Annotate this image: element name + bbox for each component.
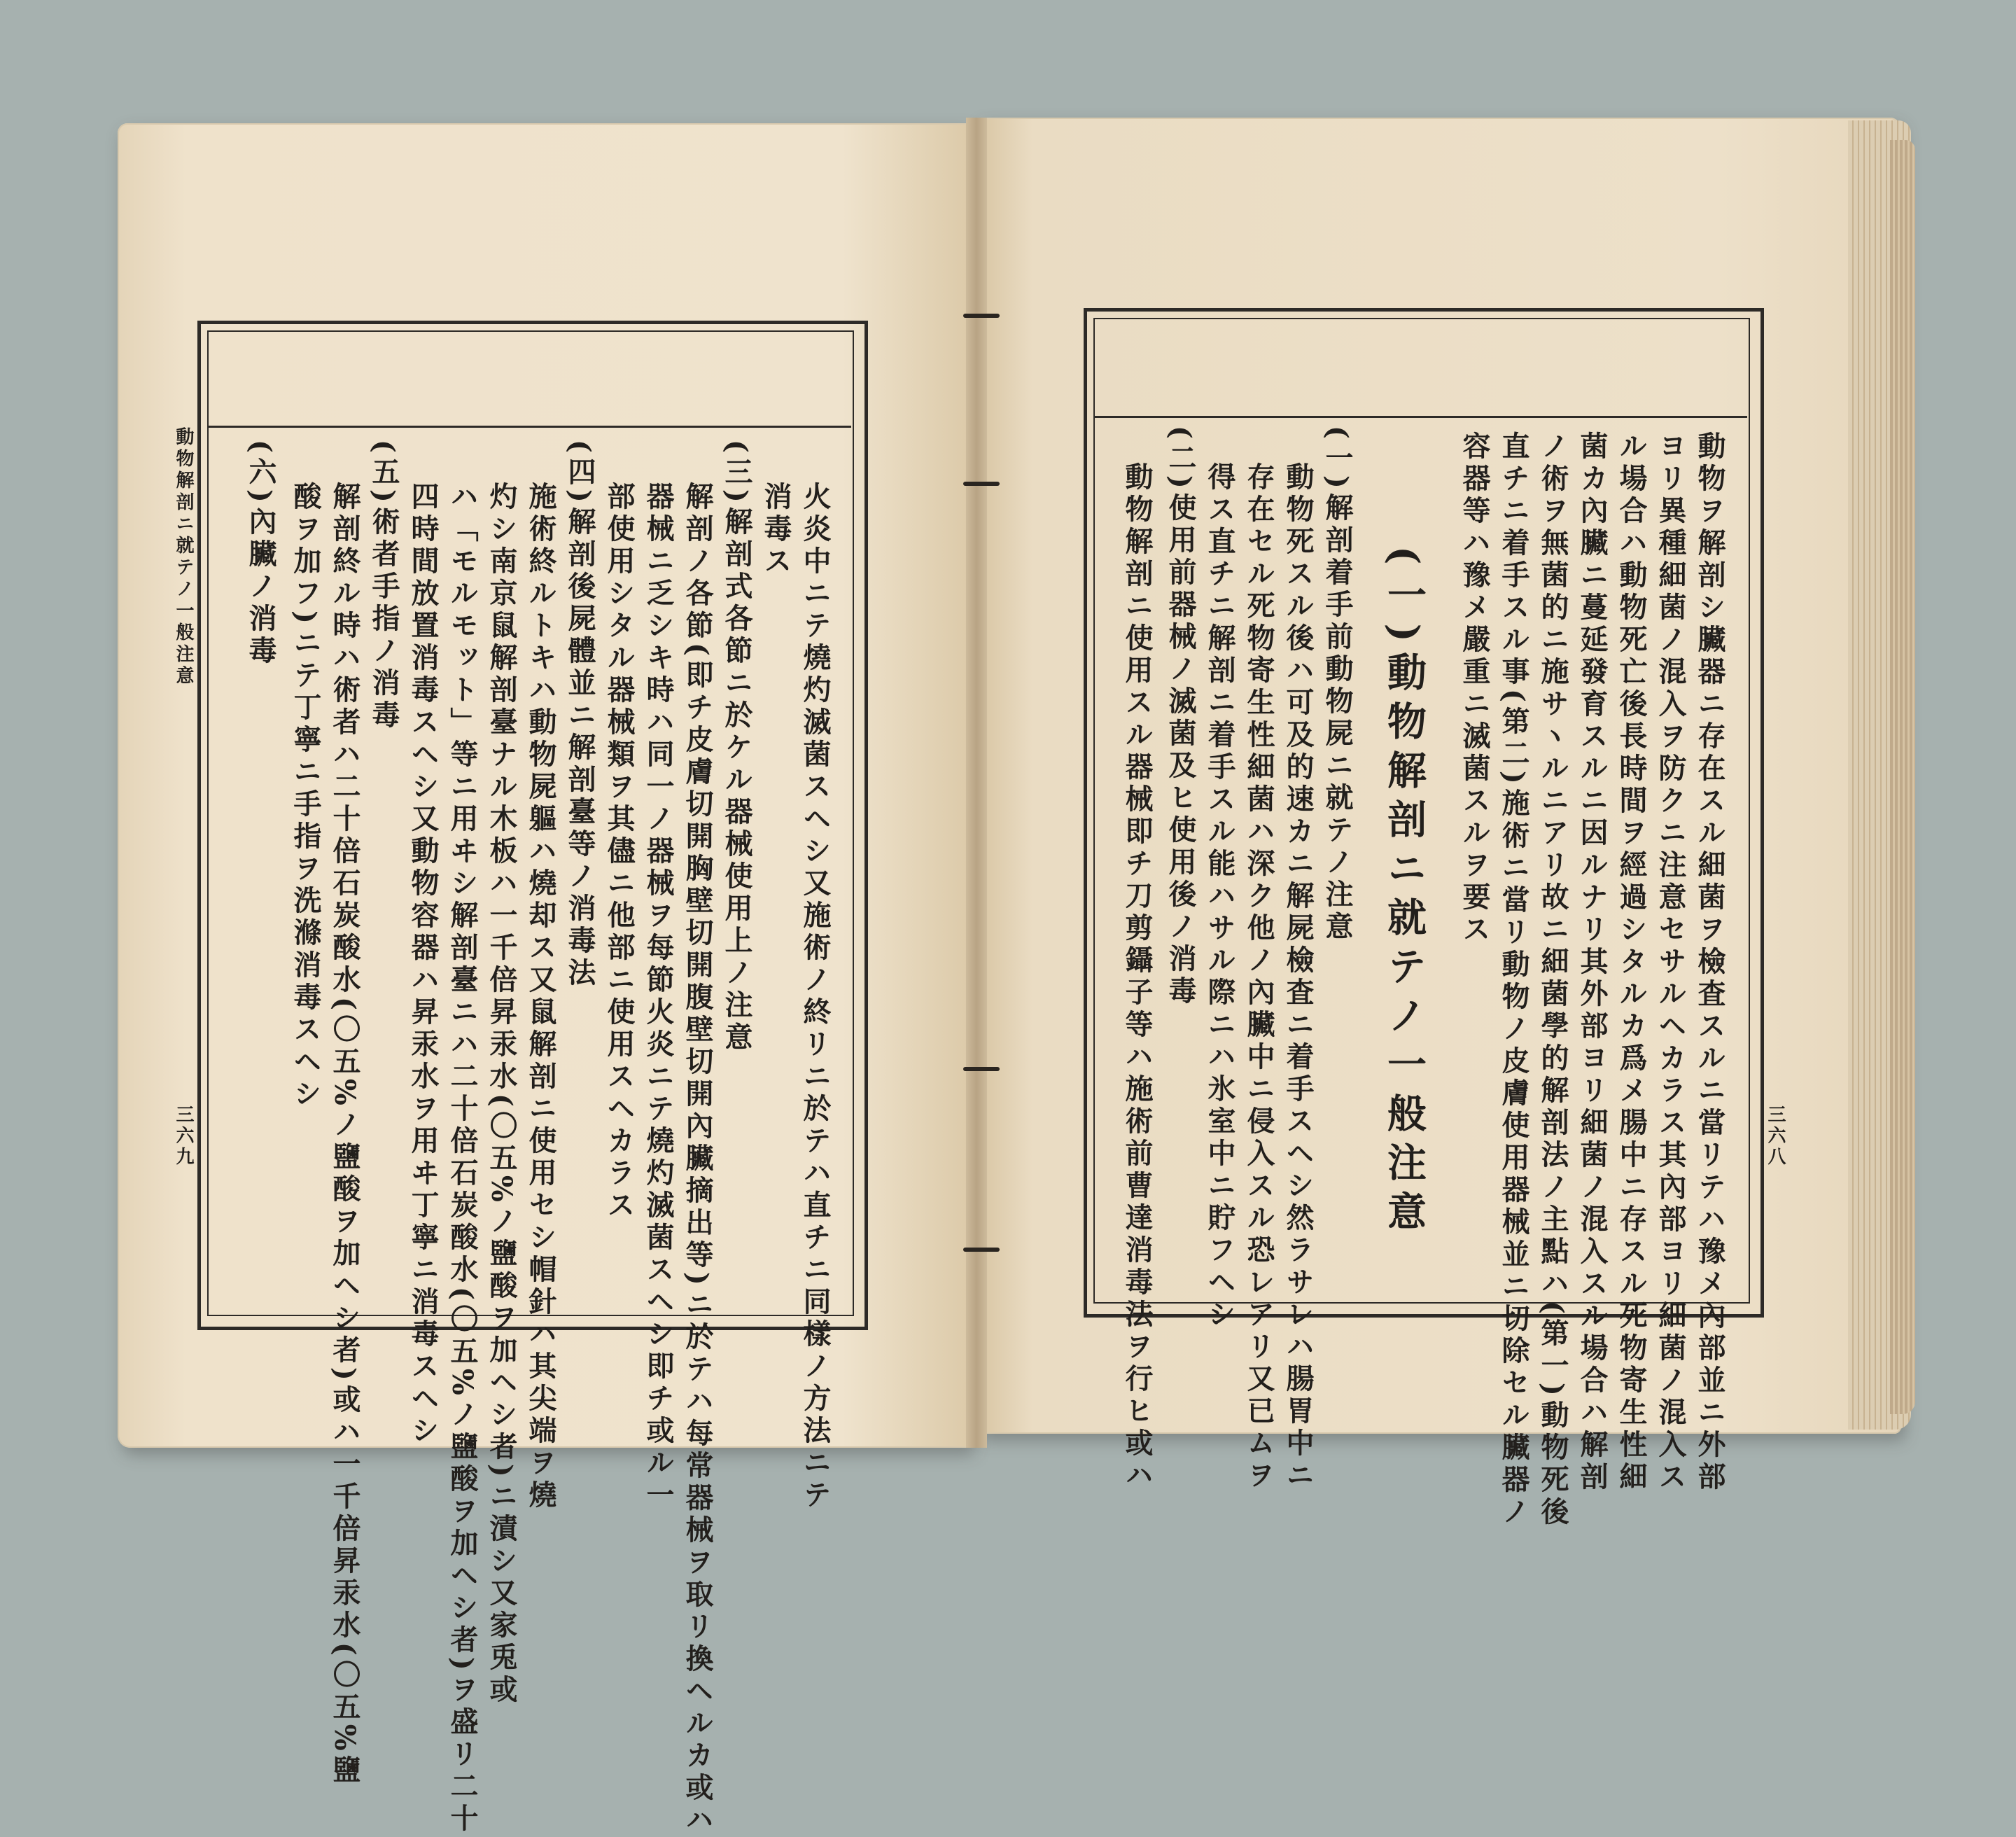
page-edges-shadow bbox=[1890, 140, 1915, 1414]
section-heading: (一)動物解剖ニ就テノ一般注意 bbox=[1381, 546, 1427, 1240]
right-header-rule bbox=[1093, 416, 1747, 418]
right-column-5: ノ術ヲ無菌的ニ施サヽルニアリ故ニ細菌學的解剖法ノ主點ハ(第一)動物死後 bbox=[1536, 431, 1569, 1529]
left-column-1: 火炎中ニテ燒灼滅菌スヘシ又施術ノ終リニ於テハ直チニ同樣ノ方法ニテ bbox=[799, 482, 832, 1512]
right-folio: 三六八 bbox=[1765, 1105, 1786, 1168]
left-column-14: 酸ヲ加フ)ニテ丁寧ニ手指ヲ洗滌消毒スヘシ bbox=[289, 482, 322, 1111]
right-column-8: (一)解剖着手前動物屍ニ就テノ注意 bbox=[1321, 426, 1354, 944]
left-column-9: 灼シ南京鼠解剖臺ナル木板ハ一千倍昇汞水(〇五%ノ鹽酸ヲ加ヘシ者)ニ漬シ又家兎或 bbox=[485, 482, 518, 1707]
right-column-1: 動物ヲ解剖シ臟器ニ存在スル細菌ヲ檢査スルニ當リテハ豫メ內部並ニ外部 bbox=[1693, 431, 1726, 1494]
left-column-3: (三)解剖式各節ニ於ケル器械使用上ノ注意 bbox=[720, 440, 753, 1054]
left-running-head: 動物解剖ニ就テノ一般注意 bbox=[173, 427, 194, 687]
left-folio: 三六九 bbox=[173, 1105, 194, 1168]
left-column-10: ハ「モルモット」等ニ用ヰシ解剖臺ニハ二十倍石炭酸水(〇五%ノ鹽酸ヲ加ヘシ者)ヲ盛リ二十 bbox=[446, 482, 479, 1836]
right-column-11: 得ス直チニ解剖ニ着手スル能ハサル際ニハ氷室中ニ貯フヘシ bbox=[1203, 462, 1236, 1332]
left-column-2: 消毒ス bbox=[760, 482, 792, 578]
right-column-6: 直チニ着手スル事(第二)施術ニ當リ動物ノ皮膚使用器械並ニ切除セル臟器ノ bbox=[1497, 431, 1530, 1529]
binding-stitch bbox=[963, 482, 1000, 486]
left-column-8: 施術終ルトキハ動物屍軀ハ燒却ス又鼠解剖ニ使用セシ帽針ハ其尖端ヲ燒 bbox=[524, 482, 557, 1512]
left-column-7: (四)解剖後屍體並ニ解剖臺等ノ消毒法 bbox=[564, 440, 596, 990]
right-column-2: ヨリ異種細菌ノ混入ヲ防クニ注意セサルヘカラス其內部ヨリ細菌ノ混入ス bbox=[1654, 431, 1687, 1494]
left-header-rule bbox=[207, 426, 851, 428]
left-column-13: 解剖終ル時ハ術者ハ二十倍石炭酸水(〇五%ノ鹽酸ヲ加ヘシ者)或ハ一千倍昇汞水(〇五%鹽 bbox=[328, 482, 361, 1787]
binding-stitch bbox=[963, 1248, 1000, 1252]
left-column-15: (六)內臟ノ消毒 bbox=[244, 440, 277, 668]
left-column-6: 部使用シタル器械類ヲ其儘ニ他部ニ使用スヘカラス bbox=[603, 482, 636, 1222]
left-column-5: 器械ニ乏シキ時ハ同一ノ器械ヲ每節火炎ニテ燒灼滅菌スヘシ即チ或ル一 bbox=[642, 482, 675, 1512]
right-column-13: 動物解剖ニ使用スル器械即チ刀剪鑷子等ハ施術前曹達消毒法ヲ行ヒ或ハ bbox=[1121, 462, 1154, 1493]
right-column-12: (二)使用前器械ノ滅菌及ヒ使用後ノ消毒 bbox=[1164, 426, 1197, 1008]
left-column-4: 解剖ノ各節(即チ皮膚切開胸壁切開腹壁切開內臟摘出等)ニ於テハ每常器械ヲ取リ換ヘルカ或ハ bbox=[681, 482, 714, 1837]
right-column-9: 動物死スル後ハ可及的速カニ解屍檢査ニ着手スヘシ然ラサレハ腸胃中ニ bbox=[1282, 462, 1315, 1493]
left-column-12: (五)術者手指ノ消毒 bbox=[368, 440, 400, 732]
left-column-11: 四時間放置消毒スヘシ又動物容器ハ昇汞水ヲ用ヰ丁寧ニ消毒スヘシ bbox=[407, 482, 440, 1448]
binding-stitch bbox=[963, 1067, 1000, 1071]
right-column-10: 存在セル死物寄生性細菌ハ深ク他ノ內臟中ニ侵入スル恐レアリ又已ムヲ bbox=[1242, 462, 1275, 1493]
right-column-3: ル場合ハ動物死亡後長時間ヲ經過シタルカ爲メ腸中ニ存スル死物寄生性細 bbox=[1615, 431, 1648, 1494]
right-column-4: 菌カ內臟ニ蔓延發育スルニ因ルナリ其外部ヨリ細菌ノ混入スル場合ハ解剖 bbox=[1576, 431, 1609, 1494]
right-column-7: 容器等ハ豫メ嚴重ニ滅菌スルヲ要ス bbox=[1458, 431, 1491, 947]
binding-stitch bbox=[963, 314, 1000, 318]
